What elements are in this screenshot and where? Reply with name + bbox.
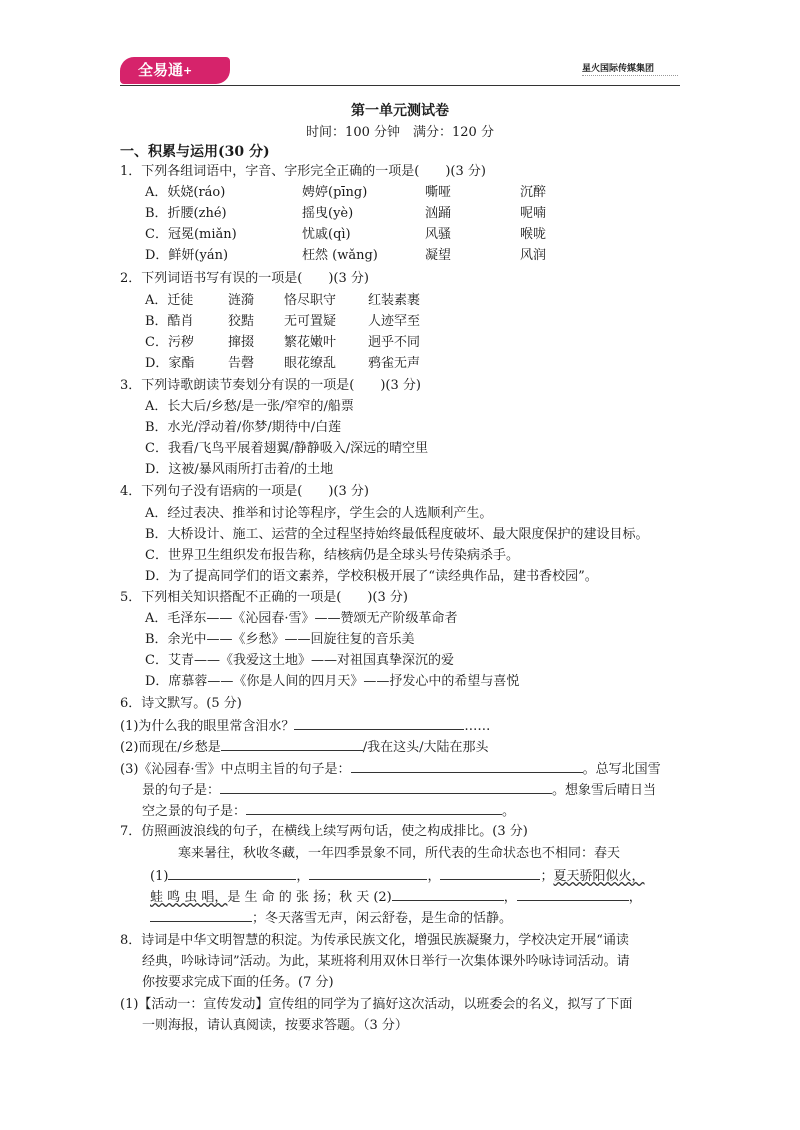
logo-text: 全易通 — [138, 61, 184, 79]
answer-blank[interactable] — [440, 867, 540, 880]
q4-option-d: D．为了提高同学们的语文素养，学校积极开展了“读经典作品，建书香校园”。 — [145, 569, 598, 584]
q3-option-c: C．我看/飞鸟平展着翅翼/静静吸入/深远的晴空里 — [145, 441, 429, 456]
q5-option-b: B．余光中——《乡愁》——回旋往复的音乐美 — [145, 632, 415, 647]
q5-option-a: A．毛泽东——《沁园春·雪》——赞颂无产阶级革命者 — [145, 611, 458, 626]
q6-item-3c-text: 空之景的句子是： — [142, 804, 247, 819]
question-8-line-3: 你按要求完成下面的任务。(7 分) — [142, 975, 334, 990]
question-8-line-2: 经典，吟咏诗词”活动。为此，某班将利用双休日举行一次集体课外吟咏诗词活动。请 — [142, 954, 630, 969]
answer-blank[interactable] — [351, 760, 583, 773]
q3-option-d: D．这被/暴风雨所打击着/的土地 — [145, 462, 334, 477]
q2-option-b-word4: 人迹罕至 — [368, 314, 421, 329]
q6-item-2 — [120, 738, 489, 757]
answer-blank[interactable] — [294, 717, 464, 730]
q6-item-1 — [120, 717, 490, 736]
q7-semicolon: ； — [540, 869, 554, 884]
q6-item-2-text: (2)而现在/乡愁是 — [120, 740, 221, 755]
q2-option-d-word4: 鸦雀无声 — [368, 356, 421, 371]
answer-blank[interactable] — [517, 888, 629, 901]
q4-option-b: B．大桥设计、施工、运营的全过程坚持始终最低程度破坏、最大限度保护的建设目标。 — [145, 527, 649, 542]
q6-item-3b-text: 景的句子是： — [142, 783, 221, 798]
q1-option-d-word4: 风润 — [520, 248, 547, 263]
q7-wavy-text-2: 蛙 鸣 虫 唱， — [150, 890, 228, 905]
question-8-line-1: 8．诗词是中华文明智慧的积淀。为传承民族文化，增强民族凝聚力，学校决定开展“诵读 — [120, 933, 629, 948]
q7-passage-line-3 — [150, 888, 642, 907]
q2-option-d: D．家酯 — [145, 356, 195, 371]
q7-comma: ， — [296, 869, 310, 884]
question-7-stem: 7．仿照画波浪线的句子，在横线上续写两句话，使之构成排比。(3 分) — [120, 824, 528, 839]
answer-blank[interactable] — [150, 909, 252, 922]
q1-option-c-word2: 忧戚(qì) — [302, 227, 351, 242]
question-2-stem: 2．下列词语书写有误的一项是( )(3 分) — [120, 271, 369, 286]
question-8-line-4: (1)【活动一：宣传发动】宣传组的同学为了搞好这次活动，以班委会的名义，拟写了下面 — [120, 997, 633, 1012]
q7-passage-line-1: 寒来暑往，秋收冬藏，一年四季景象不同，所代表的生命状态也不相同：春天 — [178, 846, 621, 861]
q6-item-3c-tail: 。 — [502, 804, 516, 819]
answer-blank[interactable] — [246, 802, 502, 815]
question-4-stem: 4．下列句子没有语病的一项是( )(3 分) — [120, 484, 369, 499]
q1-option-c-word3: 风骚 — [425, 227, 452, 242]
question-3-stem: 3．下列诗歌朗读节奏划分有误的一项是( )(3 分) — [120, 378, 421, 393]
q1-option-c: C．冠冕(miǎn) — [145, 227, 237, 242]
question-8-line-5: 一则海报，请认真阅读，按要求答题。（3 分） — [142, 1018, 408, 1033]
answer-blank[interactable] — [168, 867, 296, 880]
q6-item-3c — [142, 802, 515, 821]
q6-item-1-tail: …… — [464, 719, 491, 734]
q2-option-a-word2: 涟漪 — [228, 293, 255, 308]
q2-option-a-word3: 恪尽职守 — [284, 293, 337, 308]
q2-option-c: C．污秽 — [145, 335, 194, 350]
page-subtitle: 时间：100 分钟 满分：120 分 — [306, 125, 494, 140]
answer-blank[interactable] — [221, 738, 363, 751]
q2-option-c-word2: 撺掇 — [228, 335, 255, 350]
q1-option-d-word3: 凝望 — [425, 248, 452, 263]
q1-option-b-word2: 摇曳(yè) — [302, 206, 354, 221]
q7-comma: ， — [503, 890, 517, 905]
q2-option-b: B．酷肖 — [145, 314, 194, 329]
company-subline — [582, 75, 678, 78]
q7-autumn-text: 是 生 命 的 张 扬；秋 天 (2) — [227, 890, 392, 905]
header-rule — [120, 85, 680, 86]
q2-option-c-word4: 迥乎不同 — [368, 335, 421, 350]
q2-option-c-word3: 繁花嫩叶 — [284, 335, 337, 350]
answer-blank[interactable] — [220, 781, 552, 794]
q1-option-a: A．妖娆(ráo) — [145, 185, 226, 200]
q1-option-a-word3: 嘶哑 — [425, 185, 452, 200]
q7-wavy-text: 夏天骄阳似火， — [553, 869, 645, 884]
q6-item-3b — [142, 781, 656, 800]
q2-option-d-word2: 告磬 — [228, 356, 255, 371]
answer-blank[interactable] — [392, 888, 504, 901]
q1-option-b-word4: 呢喃 — [520, 206, 547, 221]
logo-plus: + — [183, 64, 193, 77]
q7-comma: ， — [427, 869, 441, 884]
q6-item-3a-tail: 。总写北国雪 — [582, 762, 661, 777]
q5-option-c: C．艾青——《我爱这土地》——对祖国真挚深沉的爱 — [145, 653, 454, 668]
q2-option-a-word4: 红装素裹 — [368, 293, 421, 308]
question-6-stem: 6．诗文默写。(5 分) — [120, 696, 242, 711]
q1-option-b-word3: 汹踊 — [425, 206, 452, 221]
q7-blank-1-label: (1) — [150, 869, 169, 884]
q1-option-d: D．鲜妍(yán) — [145, 248, 229, 263]
q1-option-a-word2: 娉婷(pīng) — [302, 185, 368, 200]
q3-option-b: B．水光/浮动着/你梦/期待中/白莲 — [145, 420, 342, 435]
page-title: 第一单元测试卷 — [351, 103, 449, 119]
q4-option-a: A．经过表决、推举和讨论等程序，学生会的人选顺利产生。 — [145, 506, 493, 521]
question-1-stem: 1．下列各组词语中，字音、字形完全正确的一项是( )(3 分) — [120, 164, 486, 179]
q6-item-1-text: (1)为什么我的眼里常含泪水？ — [120, 719, 295, 734]
q2-option-d-word3: 眼花缭乱 — [284, 356, 337, 371]
q2-option-a: A．迁徒 — [145, 293, 194, 308]
q6-item-3a-text: (3)《沁园春·雪》中点明主旨的句子是： — [120, 762, 351, 777]
q2-option-b-word3: 无可置疑 — [284, 314, 337, 329]
q3-option-a: A．长大后/乡愁/是一张/窄窄的/船票 — [145, 399, 354, 414]
q1-option-d-word2: 枉然 (wǎng) — [302, 248, 378, 263]
q4-option-c: C．世界卫生组织发布报告称，结核病仍是全球头号传染病杀手。 — [145, 548, 519, 563]
company-name: 星火国际传媒集团 — [582, 64, 655, 74]
q5-option-d: D．席慕蓉——《你是人间的四月天》——抒发心中的希望与喜悦 — [145, 674, 520, 689]
q6-item-3a — [120, 760, 661, 779]
q1-option-c-word4: 喉咙 — [520, 227, 547, 242]
answer-blank[interactable] — [309, 867, 427, 880]
q1-option-b: B．折腰(zhé) — [145, 206, 227, 221]
section-heading: 一、积累与运用(30 分) — [120, 144, 270, 160]
q1-option-a-word4: 沉醉 — [520, 185, 547, 200]
q7-comma: ， — [628, 890, 642, 905]
q2-option-b-word2: 狡黠 — [228, 314, 255, 329]
q6-item-3b-tail: 。想象雪后晴日当 — [552, 783, 657, 798]
q7-passage-line-2 — [150, 867, 644, 886]
q7-winter-text: ；冬天落雪无声，闲云舒卷，是生命的恬静。 — [252, 911, 513, 926]
brand-logo — [120, 57, 230, 84]
question-5-stem: 5．下列相关知识搭配不正确的一项是( )(3 分) — [120, 590, 408, 605]
q6-item-2-tail: /我在这头/大陆在那头 — [362, 740, 489, 755]
q7-passage-line-4 — [150, 909, 512, 928]
